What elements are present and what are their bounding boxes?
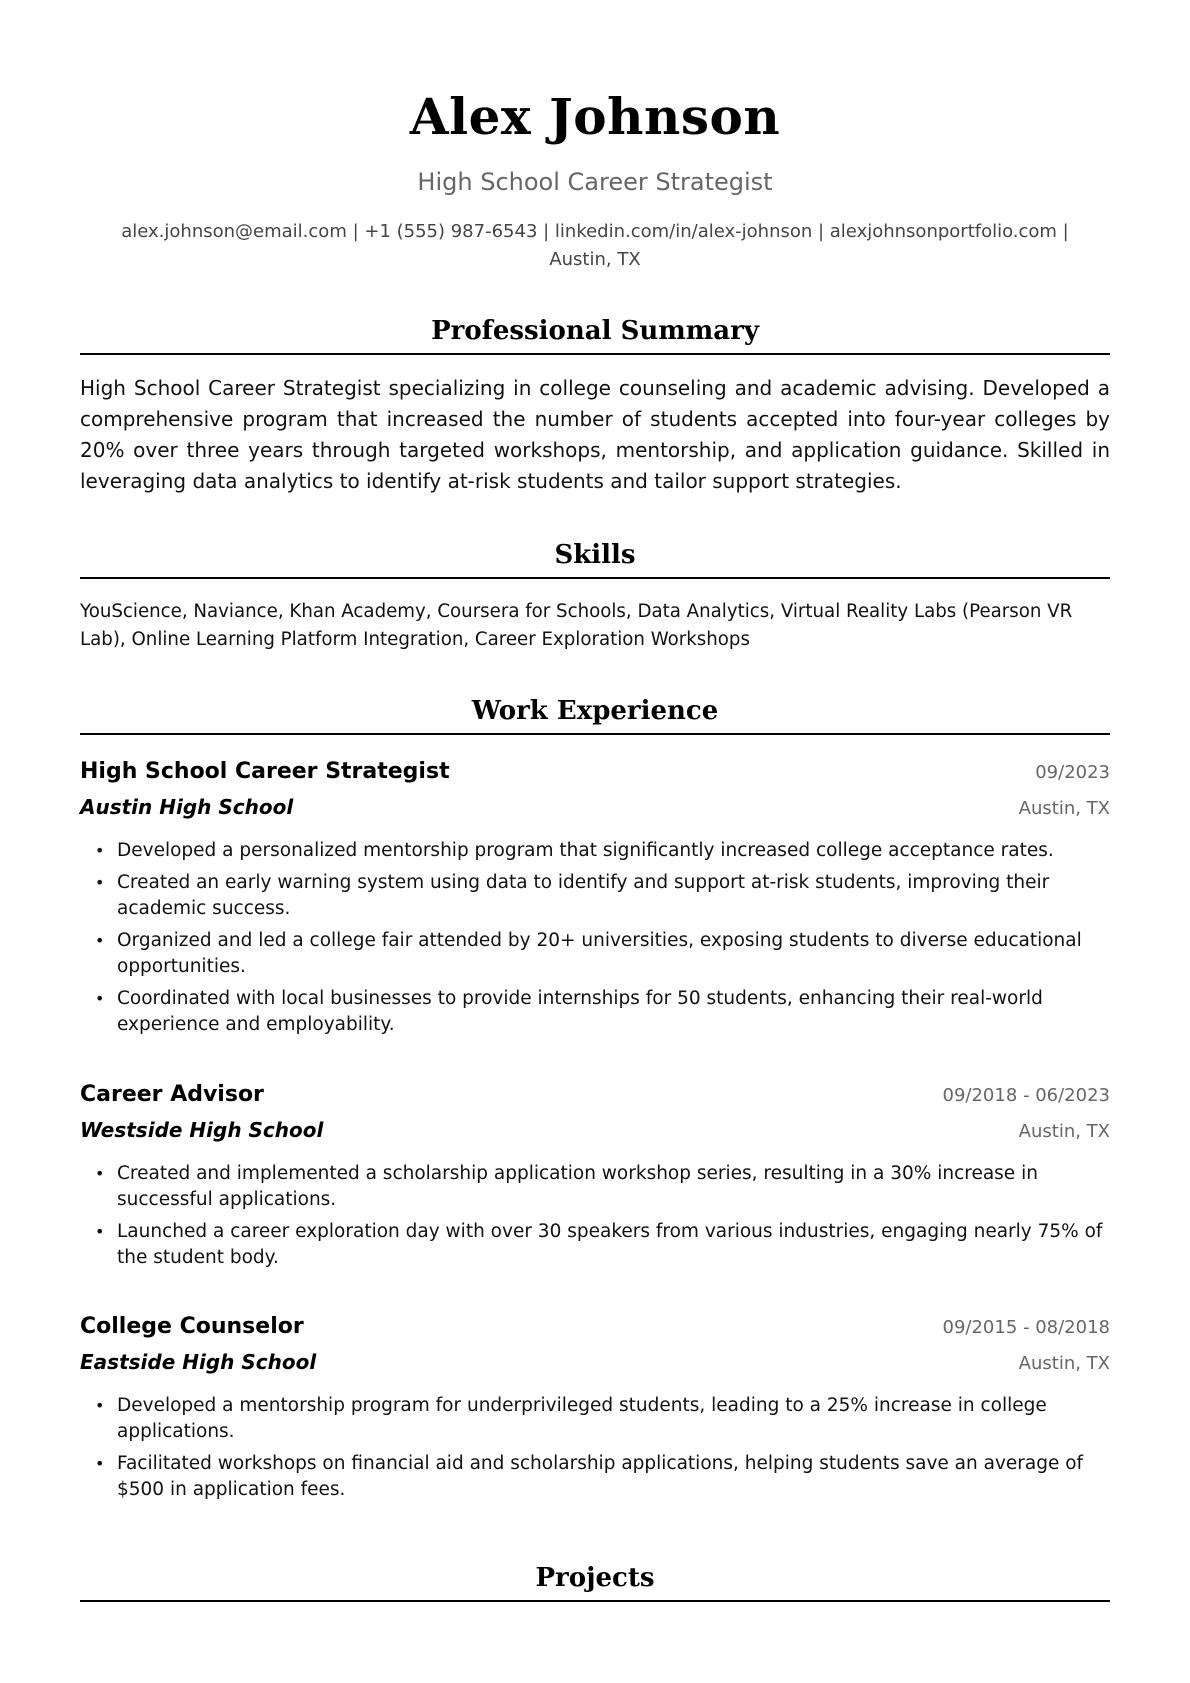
contact-line: alex.johnson@email.com | +1 (555) 987-6543 | linkedin.com/in/alex-johnson | alexjohnsonportfolio.com | (121, 221, 1069, 242)
contact-info (80, 218, 1110, 274)
job-bullets (80, 838, 1110, 1038)
bullet-icon: • (95, 1164, 105, 1183)
bullet-text: Developed a mentorship program for underprivileged students, leading to a 25% increase in college applications. (117, 1395, 1047, 1442)
job-bullets (80, 1393, 1110, 1503)
job-title: College Counselor (80, 1314, 304, 1339)
job-entry (80, 1078, 1110, 1277)
section-title-skills: Skills (80, 537, 1110, 579)
job-date: 09/2018 - 06/2023 (942, 1085, 1110, 1106)
bullet-text: Organized and led a college fair attended by 20+ universities, exposing students to diverse educational opportunities. (117, 930, 1082, 977)
list-item (80, 928, 1110, 980)
job-title: Career Advisor (80, 1082, 264, 1107)
candidate-role: High School Career Strategist (417, 168, 773, 196)
list-item (80, 1451, 1110, 1503)
summary-text: High School Career Strategist specializing in college counseling and academic advising. Developed a comprehensive program that increased the number of students accepted into four-year colleges by 20% over three years through targeted workshops, mentorship, and application guidance. Skilled in leveraging data analytics to identify at-risk students and tailor support strategies. (80, 376, 1110, 493)
list-item (80, 838, 1110, 864)
list-item (80, 986, 1110, 1038)
job-date: 09/2023 (1035, 762, 1110, 783)
bullet-icon: • (95, 873, 105, 892)
job-company: Austin High School (80, 795, 294, 819)
bullet-text: Launched a career exploration day with over 30 speakers from various industries, engaging nearly 75% of the student body. (117, 1221, 1103, 1268)
bullet-icon: • (95, 841, 105, 860)
bullet-icon: • (95, 931, 105, 950)
job-date: 09/2015 - 08/2018 (942, 1317, 1110, 1338)
section-title-work: Work Experience (80, 693, 1110, 735)
list-item (80, 1219, 1110, 1271)
list-item (80, 1393, 1110, 1445)
bullet-icon: • (95, 1396, 105, 1415)
list-item (80, 870, 1110, 922)
section-title-summary: Professional Summary (80, 313, 1110, 355)
list-item (80, 1161, 1110, 1213)
bullet-text: Developed a personalized mentorship program that significantly increased college acceptance rates. (117, 840, 1054, 861)
contact-line: Austin, TX (549, 249, 641, 270)
job-location: Austin, TX (1018, 1353, 1110, 1374)
bullet-icon: • (95, 1222, 105, 1241)
bullet-text: Created and implemented a scholarship application workshop series, resulting in a 30% increase in successful applications. (117, 1163, 1038, 1210)
bullet-icon: • (95, 1454, 105, 1473)
job-location: Austin, TX (1018, 1121, 1110, 1142)
job-company: Eastside High School (80, 1350, 317, 1374)
skills-text: YouScience, Naviance, Khan Academy, Coursera for Schools, Data Analytics, Virtual Reality Labs (Pearson VR Lab), Online Learning Platform Integration, Career Exploration Workshops (80, 601, 1073, 650)
job-location: Austin, TX (1018, 798, 1110, 819)
section-title-projects: Projects (80, 1560, 1110, 1602)
job-bullets (80, 1161, 1110, 1271)
job-entry (80, 755, 1110, 1044)
bullet-text: Facilitated workshops on financial aid and scholarship applications, helping students save an average of $500 in application fees. (117, 1453, 1084, 1500)
job-entry (80, 1310, 1110, 1509)
bullet-text: Created an early warning system using data to identify and support at-risk students, improving their academic success. (117, 872, 1050, 919)
job-company: Westside High School (80, 1118, 324, 1142)
bullet-text: Coordinated with local businesses to provide internships for 50 students, enhancing their real-world experience and employability. (117, 988, 1043, 1035)
bullet-icon: • (95, 989, 105, 1008)
job-title: High School Career Strategist (80, 759, 450, 784)
candidate-name: Alex Johnson (409, 87, 781, 146)
